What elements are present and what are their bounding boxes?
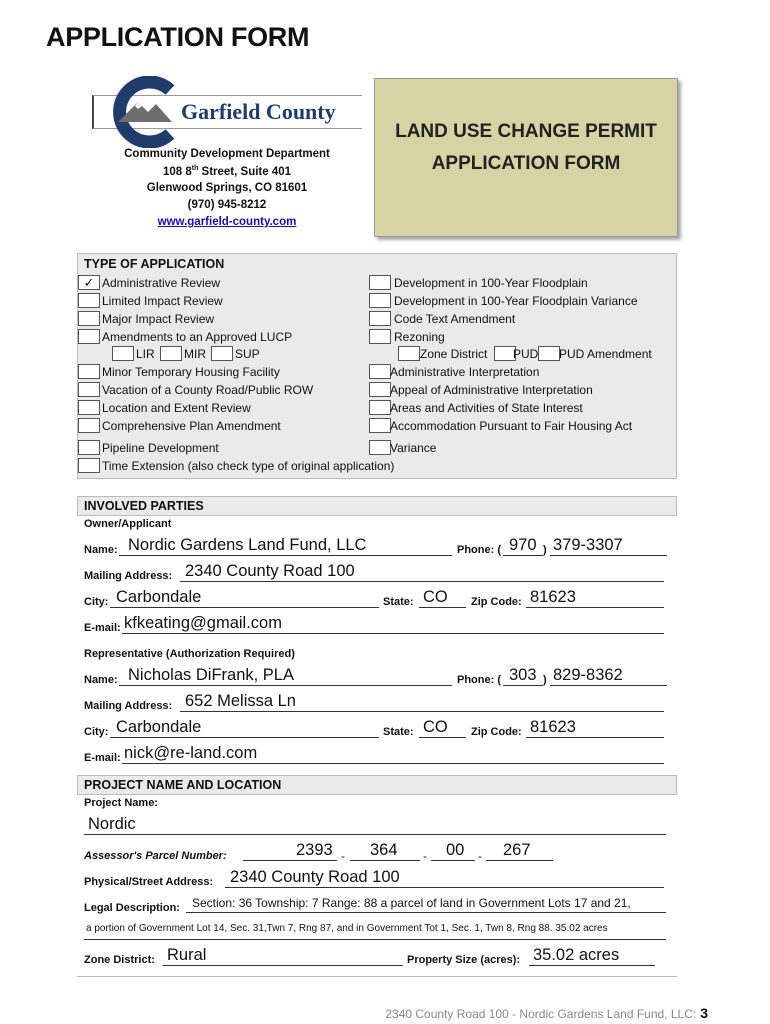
label-administrative-review: Administrative Review	[102, 276, 221, 290]
label-vacation-county-road: Vacation of a County Road/Public ROW	[102, 383, 314, 397]
physical-address-label: Physical/Street Address:	[84, 876, 214, 888]
property-size-field[interactable]: 35.02 acres	[533, 946, 620, 964]
rep-mailing-line	[180, 711, 664, 712]
owner-phone-line	[550, 555, 667, 556]
rep-name-line	[119, 685, 452, 686]
department-street: 108 8th Street, Suite 401	[162, 165, 292, 178]
logo-text: Garfield County	[181, 99, 336, 124]
owner-city-label: City:	[84, 596, 109, 608]
checkbox-vacation-county-road[interactable]	[78, 382, 100, 397]
garfield-county-logo-icon	[108, 76, 182, 148]
department-website-link[interactable]: www.garfield-county.com	[157, 216, 297, 228]
label-administrative-interpretation: Administrative Interpretation	[390, 365, 540, 379]
page-footer	[385, 1005, 708, 1021]
department-phone: (970) 945-8212	[187, 199, 267, 211]
parcel-line-4	[486, 860, 553, 861]
label-zone-district: Zone District	[420, 347, 488, 361]
label-variance: Variance	[390, 441, 437, 455]
legal-description-line1-field[interactable]: Section: 36 Township: 7 Range: 88 a parcel of land in Government Lots 17 and 21,	[192, 896, 631, 910]
page-number: 3	[700, 1005, 708, 1021]
checkbox-pud-amendment[interactable]	[538, 346, 560, 361]
owner-name-field[interactable]: Nordic Gardens Land Fund, LLC	[128, 536, 367, 554]
owner-mailing-label: Mailing Address:	[84, 570, 173, 582]
project-name-line	[84, 834, 666, 835]
checkbox-state-interest[interactable]	[369, 400, 391, 415]
owner-email-line	[122, 633, 664, 634]
project-name-field[interactable]: Nordic	[88, 815, 136, 833]
label-floodplain-variance: Development in 100-Year Floodplain Variance	[394, 294, 638, 308]
owner-phone-field[interactable]: 379-3307	[553, 536, 623, 554]
physical-address-line	[225, 887, 664, 888]
project-heading: PROJECT NAME AND LOCATION	[84, 778, 282, 792]
legal-description-line-1	[186, 912, 666, 913]
owner-state-line	[419, 607, 466, 608]
owner-area-code-field[interactable]: 970	[509, 536, 537, 554]
type-of-application-heading: TYPE OF APPLICATION	[84, 257, 225, 271]
parcel-sep-3: -	[478, 849, 482, 863]
checkbox-sup[interactable]	[211, 346, 233, 361]
label-pud: PUD	[513, 347, 539, 361]
label-lir: LIR	[136, 347, 155, 361]
label-mir: MIR	[184, 347, 206, 361]
label-limited-impact-review: Limited Impact Review	[102, 294, 223, 308]
owner-phone-label: Phone: (	[457, 544, 501, 556]
owner-city-field[interactable]: Carbondale	[116, 588, 202, 606]
checkbox-limited-impact-review[interactable]	[78, 293, 100, 308]
label-state-interest: Areas and Activities of State Interest	[390, 401, 583, 415]
rep-state-label: State:	[383, 726, 414, 738]
parcel-part-2-field[interactable]: 364	[370, 841, 398, 859]
owner-state-field[interactable]: CO	[423, 588, 448, 606]
zone-district-line	[163, 965, 403, 966]
checkbox-comprehensive-plan-amendment[interactable]	[78, 418, 100, 433]
checkbox-location-extent-review[interactable]	[78, 400, 100, 415]
rep-name-label: Name:	[84, 674, 118, 686]
label-code-text-amendment: Code Text Amendment	[394, 312, 516, 326]
parcel-part-1-field[interactable]: 2393	[296, 841, 333, 859]
label-minor-temporary-housing: Minor Temporary Housing Facility	[102, 365, 280, 379]
label-location-extent-review: Location and Extent Review	[102, 401, 251, 415]
label-time-extension: Time Extension (also check type of original application)	[102, 459, 395, 473]
checkbox-administrative-interpretation[interactable]	[369, 364, 391, 379]
involved-parties-heading: INVOLVED PARTIES	[84, 499, 204, 513]
footer-text: 2340 County Road 100 - Nordic Gardens Land Fund, LLC:	[385, 1007, 697, 1021]
parcel-sep-1: -	[341, 849, 345, 863]
rep-zip-label: Zip Code:	[471, 726, 522, 738]
parcel-part-3-field[interactable]: 00	[446, 841, 465, 859]
checkbox-zone-district[interactable]	[398, 346, 420, 361]
permit-title-box	[374, 78, 678, 237]
rep-area-code-field[interactable]: 303	[509, 666, 537, 684]
representative-heading: Representative (Authorization Required)	[84, 648, 295, 660]
owner-email-label: E-mail:	[84, 622, 121, 634]
label-amendments-lucp: Amendments to an Approved LUCP	[102, 330, 293, 344]
label-comprehensive-plan-amendment: Comprehensive Plan Amendment	[102, 419, 281, 433]
rep-phone-label: Phone: (	[457, 674, 501, 686]
owner-name-label: Name:	[84, 544, 118, 556]
checkbox-fair-housing[interactable]	[369, 418, 391, 433]
zone-district-field[interactable]: Rural	[167, 946, 207, 964]
owner-city-line	[110, 607, 379, 608]
checkbox-pipeline-development[interactable]	[78, 440, 100, 455]
checkbox-amendments-lucp[interactable]	[78, 329, 100, 344]
owner-zip-field[interactable]: 81623	[530, 588, 576, 606]
legal-description-line-2	[84, 939, 666, 940]
rep-city-label: City:	[84, 726, 109, 738]
checkbox-mir[interactable]	[160, 346, 182, 361]
owner-mailing-field[interactable]: 2340 County Road 100	[185, 562, 355, 580]
owner-zip-line	[526, 607, 664, 608]
rep-city-line	[110, 737, 379, 738]
rep-phone-field[interactable]: 829-8362	[553, 666, 623, 684]
owner-phone-paren: )	[543, 544, 547, 556]
checkbox-appeal-interpretation[interactable]	[369, 382, 391, 397]
owner-zip-label: Zip Code:	[471, 596, 522, 608]
rep-email-field[interactable]: nick@re-land.com	[124, 744, 258, 762]
parcel-part-4-field[interactable]: 267	[503, 841, 531, 859]
rep-city-field[interactable]: Carbondale	[116, 718, 202, 736]
permit-title-line1: LAND USE CHANGE PERMIT	[395, 121, 657, 142]
checkbox-variance[interactable]	[369, 440, 391, 455]
checkbox-time-extension[interactable]	[78, 458, 100, 473]
department-name: Community Development Department	[124, 148, 330, 160]
label-major-impact-review: Major Impact Review	[102, 312, 215, 326]
rep-zip-line	[526, 737, 664, 738]
owner-email-field[interactable]: kfkeating@gmail.com	[124, 614, 282, 632]
owner-area-line	[503, 555, 543, 556]
checkbox-code-text-amendment[interactable]	[369, 311, 391, 326]
owner-mailing-line	[180, 581, 664, 582]
parcel-line-1	[243, 860, 337, 861]
label-fair-housing: Accommodation Pursuant to Fair Housing Act	[390, 419, 633, 433]
project-name-label: Project Name:	[84, 797, 158, 809]
parcel-sep-2: -	[423, 849, 427, 863]
owner-state-label: State:	[383, 596, 414, 608]
checkbox-floodplain-variance[interactable]	[369, 293, 391, 308]
page-title: APPLICATION FORM	[46, 22, 310, 52]
owner-name-line	[119, 555, 452, 556]
rep-state-field[interactable]: CO	[423, 718, 448, 736]
property-size-label: Property Size (acres):	[407, 954, 521, 966]
parcel-line-3	[431, 860, 475, 861]
rep-phone-line	[550, 685, 667, 686]
checkbox-floodplain-development[interactable]	[369, 275, 391, 290]
rep-area-line	[503, 685, 543, 686]
label-pud-amendment: PUD Amendment	[559, 347, 652, 361]
label-floodplain-development: Development in 100-Year Floodplain	[394, 276, 588, 290]
legal-description-line2-field[interactable]: a portion of Government Lot 14, Sec. 31,Twn 7, Rng 87, and in Government Tot 1, Sec. 1, Twn 8, Rng 88. 35.02 acres	[86, 923, 608, 934]
rep-mailing-field[interactable]: 652 Melissa Ln	[185, 692, 296, 710]
rep-zip-field[interactable]: 81623	[530, 718, 576, 736]
rep-email-label: E-mail:	[84, 752, 121, 764]
department-city: Glenwood Springs, CO 81601	[146, 182, 308, 194]
property-size-line	[529, 965, 655, 966]
zone-district-label: Zone District:	[84, 954, 155, 966]
label-sup: SUP	[235, 347, 260, 361]
checkbox-minor-temporary-housing[interactable]	[78, 364, 100, 379]
rep-mailing-label: Mailing Address:	[84, 700, 173, 712]
parcel-label: Assessor's Parcel Number:	[84, 850, 227, 862]
rep-phone-paren: )	[543, 674, 547, 686]
rep-name-field[interactable]: Nicholas DiFrank, PLA	[128, 666, 294, 684]
form-bottom-divider	[77, 976, 677, 977]
label-rezoning: Rezoning	[394, 330, 445, 344]
permit-title-line2: APPLICATION FORM	[431, 153, 621, 174]
physical-address-field[interactable]: 2340 County Road 100	[230, 868, 400, 886]
parcel-line-2	[350, 860, 420, 861]
checkbox-lir[interactable]	[112, 346, 134, 361]
checkbox-rezoning[interactable]	[369, 329, 391, 344]
rep-state-line	[419, 737, 466, 738]
legal-description-label: Legal Description:	[84, 902, 180, 914]
checkbox-major-impact-review[interactable]	[78, 311, 100, 326]
label-pipeline-development: Pipeline Development	[102, 441, 219, 455]
label-appeal-interpretation: Appeal of Administrative Interpretation	[390, 383, 593, 397]
owner-applicant-heading: Owner/Applicant	[84, 518, 172, 530]
checkbox-administrative-review[interactable]: ✓	[78, 275, 100, 290]
rep-email-line	[122, 763, 664, 764]
